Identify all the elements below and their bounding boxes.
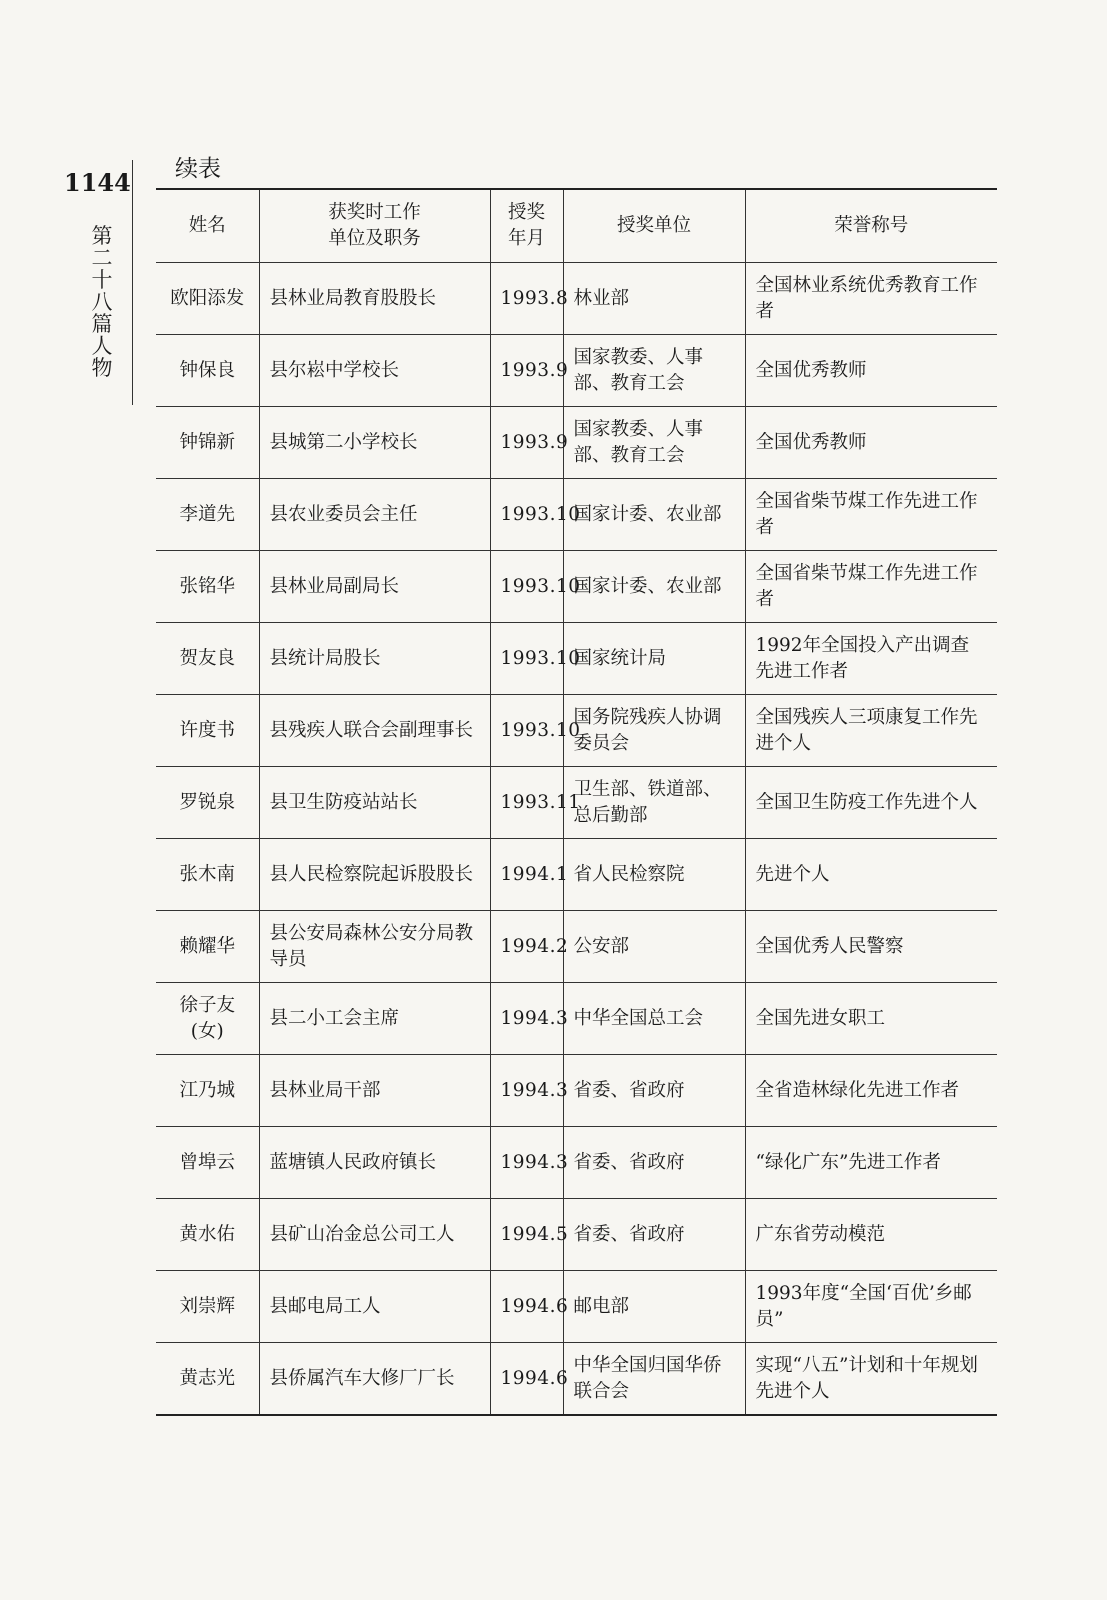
cell-org: 中华全国总工会 (563, 983, 745, 1055)
cell-org: 省人民检察院 (563, 839, 745, 911)
cell-date: 1993.10 (490, 695, 563, 767)
cell-name: 赖耀华 (156, 911, 259, 983)
table-row (156, 695, 997, 767)
chapter-title: 第二十八篇 人物 (91, 224, 113, 380)
cell-unit: 县残疾人联合会副理事长 (259, 695, 490, 767)
cell-date: 1993.9 (490, 335, 563, 407)
cell-title: 全省造林绿化先进工作者 (745, 1055, 997, 1127)
table-row (156, 479, 997, 551)
table-row (156, 551, 997, 623)
table-row (156, 1055, 997, 1127)
table-header-row (156, 189, 997, 263)
table-row (156, 263, 997, 335)
cell-title: 1992年全国投入产出调查先进工作者 (745, 623, 997, 695)
cell-title: 全国优秀教师 (745, 407, 997, 479)
cell-title: 1993年度“全国‘百优’乡邮员” (745, 1271, 997, 1343)
cell-title: 全国优秀教师 (745, 335, 997, 407)
cell-unit: 县邮电局工人 (259, 1271, 490, 1343)
cell-unit: 县尔崧中学校长 (259, 335, 490, 407)
continued-label: 续表 (175, 156, 221, 182)
table-row (156, 1343, 997, 1416)
cell-date: 1994.3 (490, 983, 563, 1055)
table-row (156, 1127, 997, 1199)
header-org: 授奖单位 (563, 189, 745, 263)
cell-name: 曾埠云 (156, 1127, 259, 1199)
cell-unit: 县林业局干部 (259, 1055, 490, 1127)
cell-name: 罗锐泉 (156, 767, 259, 839)
cell-date: 1993.10 (490, 551, 563, 623)
table-row (156, 983, 997, 1055)
cell-title: “绿化广东”先进工作者 (745, 1127, 997, 1199)
cell-org: 林业部 (563, 263, 745, 335)
cell-name: 钟锦新 (156, 407, 259, 479)
cell-title: 全国卫生防疫工作先进个人 (745, 767, 997, 839)
cell-date: 1994.5 (490, 1199, 563, 1271)
cell-title: 全国优秀人民警察 (745, 911, 997, 983)
cell-date: 1993.8 (490, 263, 563, 335)
cell-name: 李道先 (156, 479, 259, 551)
cell-date: 1993.10 (490, 479, 563, 551)
cell-title: 全国先进女职工 (745, 983, 997, 1055)
table-row (156, 911, 997, 983)
header-date: 授奖 年月 (490, 189, 563, 263)
table-row (156, 1199, 997, 1271)
cell-date: 1994.6 (490, 1271, 563, 1343)
cell-title: 全国省柴节煤工作先进工作者 (745, 551, 997, 623)
cell-org: 国家统计局 (563, 623, 745, 695)
cell-unit: 县林业局教育股股长 (259, 263, 490, 335)
cell-date: 1994.6 (490, 1343, 563, 1416)
cell-name: 徐子友(女) (156, 983, 259, 1055)
cell-org: 公安部 (563, 911, 745, 983)
side-divider (132, 160, 133, 405)
cell-unit: 县公安局森林公安分局教导员 (259, 911, 490, 983)
header-unit: 获奖时工作 单位及职务 (259, 189, 490, 263)
cell-org: 省委、省政府 (563, 1199, 745, 1271)
cell-unit: 县农业委员会主任 (259, 479, 490, 551)
cell-org: 国家计委、农业部 (563, 551, 745, 623)
cell-date: 1994.3 (490, 1055, 563, 1127)
cell-unit: 县林业局副局长 (259, 551, 490, 623)
cell-unit: 县城第二小学校长 (259, 407, 490, 479)
cell-org: 省委、省政府 (563, 1127, 745, 1199)
table-row (156, 335, 997, 407)
cell-org: 国家计委、农业部 (563, 479, 745, 551)
cell-title: 全国残疾人三项康复工作先进个人 (745, 695, 997, 767)
cell-date: 1993.11 (490, 767, 563, 839)
cell-org: 邮电部 (563, 1271, 745, 1343)
cell-date: 1993.10 (490, 623, 563, 695)
table-row (156, 1271, 997, 1343)
cell-title: 全国林业系统优秀教育工作者 (745, 263, 997, 335)
table-row (156, 407, 997, 479)
cell-org: 国家教委、人事部、教育工会 (563, 335, 745, 407)
cell-name: 刘崇辉 (156, 1271, 259, 1343)
cell-unit: 县人民检察院起诉股股长 (259, 839, 490, 911)
cell-name: 张木南 (156, 839, 259, 911)
awards-table (156, 188, 997, 1416)
cell-org: 国务院残疾人协调委员会 (563, 695, 745, 767)
cell-name: 钟保良 (156, 335, 259, 407)
cell-date: 1994.3 (490, 1127, 563, 1199)
cell-unit: 蓝塘镇人民政府镇长 (259, 1127, 490, 1199)
cell-title: 全国省柴节煤工作先进工作者 (745, 479, 997, 551)
table-row (156, 839, 997, 911)
cell-name: 张铭华 (156, 551, 259, 623)
cell-title: 广东省劳动模范 (745, 1199, 997, 1271)
cell-date: 1994.1 (490, 839, 563, 911)
table-row (156, 623, 997, 695)
cell-org: 卫生部、铁道部、总后勤部 (563, 767, 745, 839)
cell-name: 许度书 (156, 695, 259, 767)
cell-unit: 县统计局股长 (259, 623, 490, 695)
cell-date: 1994.2 (490, 911, 563, 983)
cell-title: 实现“八五”计划和十年规划先进个人 (745, 1343, 997, 1416)
cell-org: 省委、省政府 (563, 1055, 745, 1127)
cell-name: 贺友良 (156, 623, 259, 695)
cell-unit: 县侨属汽车大修厂厂长 (259, 1343, 490, 1416)
cell-unit: 县二小工会主席 (259, 983, 490, 1055)
cell-unit: 县矿山冶金总公司工人 (259, 1199, 490, 1271)
cell-title: 先进个人 (745, 839, 997, 911)
cell-name: 黄水佑 (156, 1199, 259, 1271)
cell-name: 黄志光 (156, 1343, 259, 1416)
cell-org: 国家教委、人事部、教育工会 (563, 407, 745, 479)
page-number: 1144 (64, 168, 131, 197)
header-title: 荣誉称号 (745, 189, 997, 263)
table-row (156, 767, 997, 839)
header-name: 姓名 (156, 189, 259, 263)
cell-unit: 县卫生防疫站站长 (259, 767, 490, 839)
cell-org: 中华全国归国华侨联合会 (563, 1343, 745, 1416)
cell-name: 江乃城 (156, 1055, 259, 1127)
cell-date: 1993.9 (490, 407, 563, 479)
cell-name: 欧阳添发 (156, 263, 259, 335)
